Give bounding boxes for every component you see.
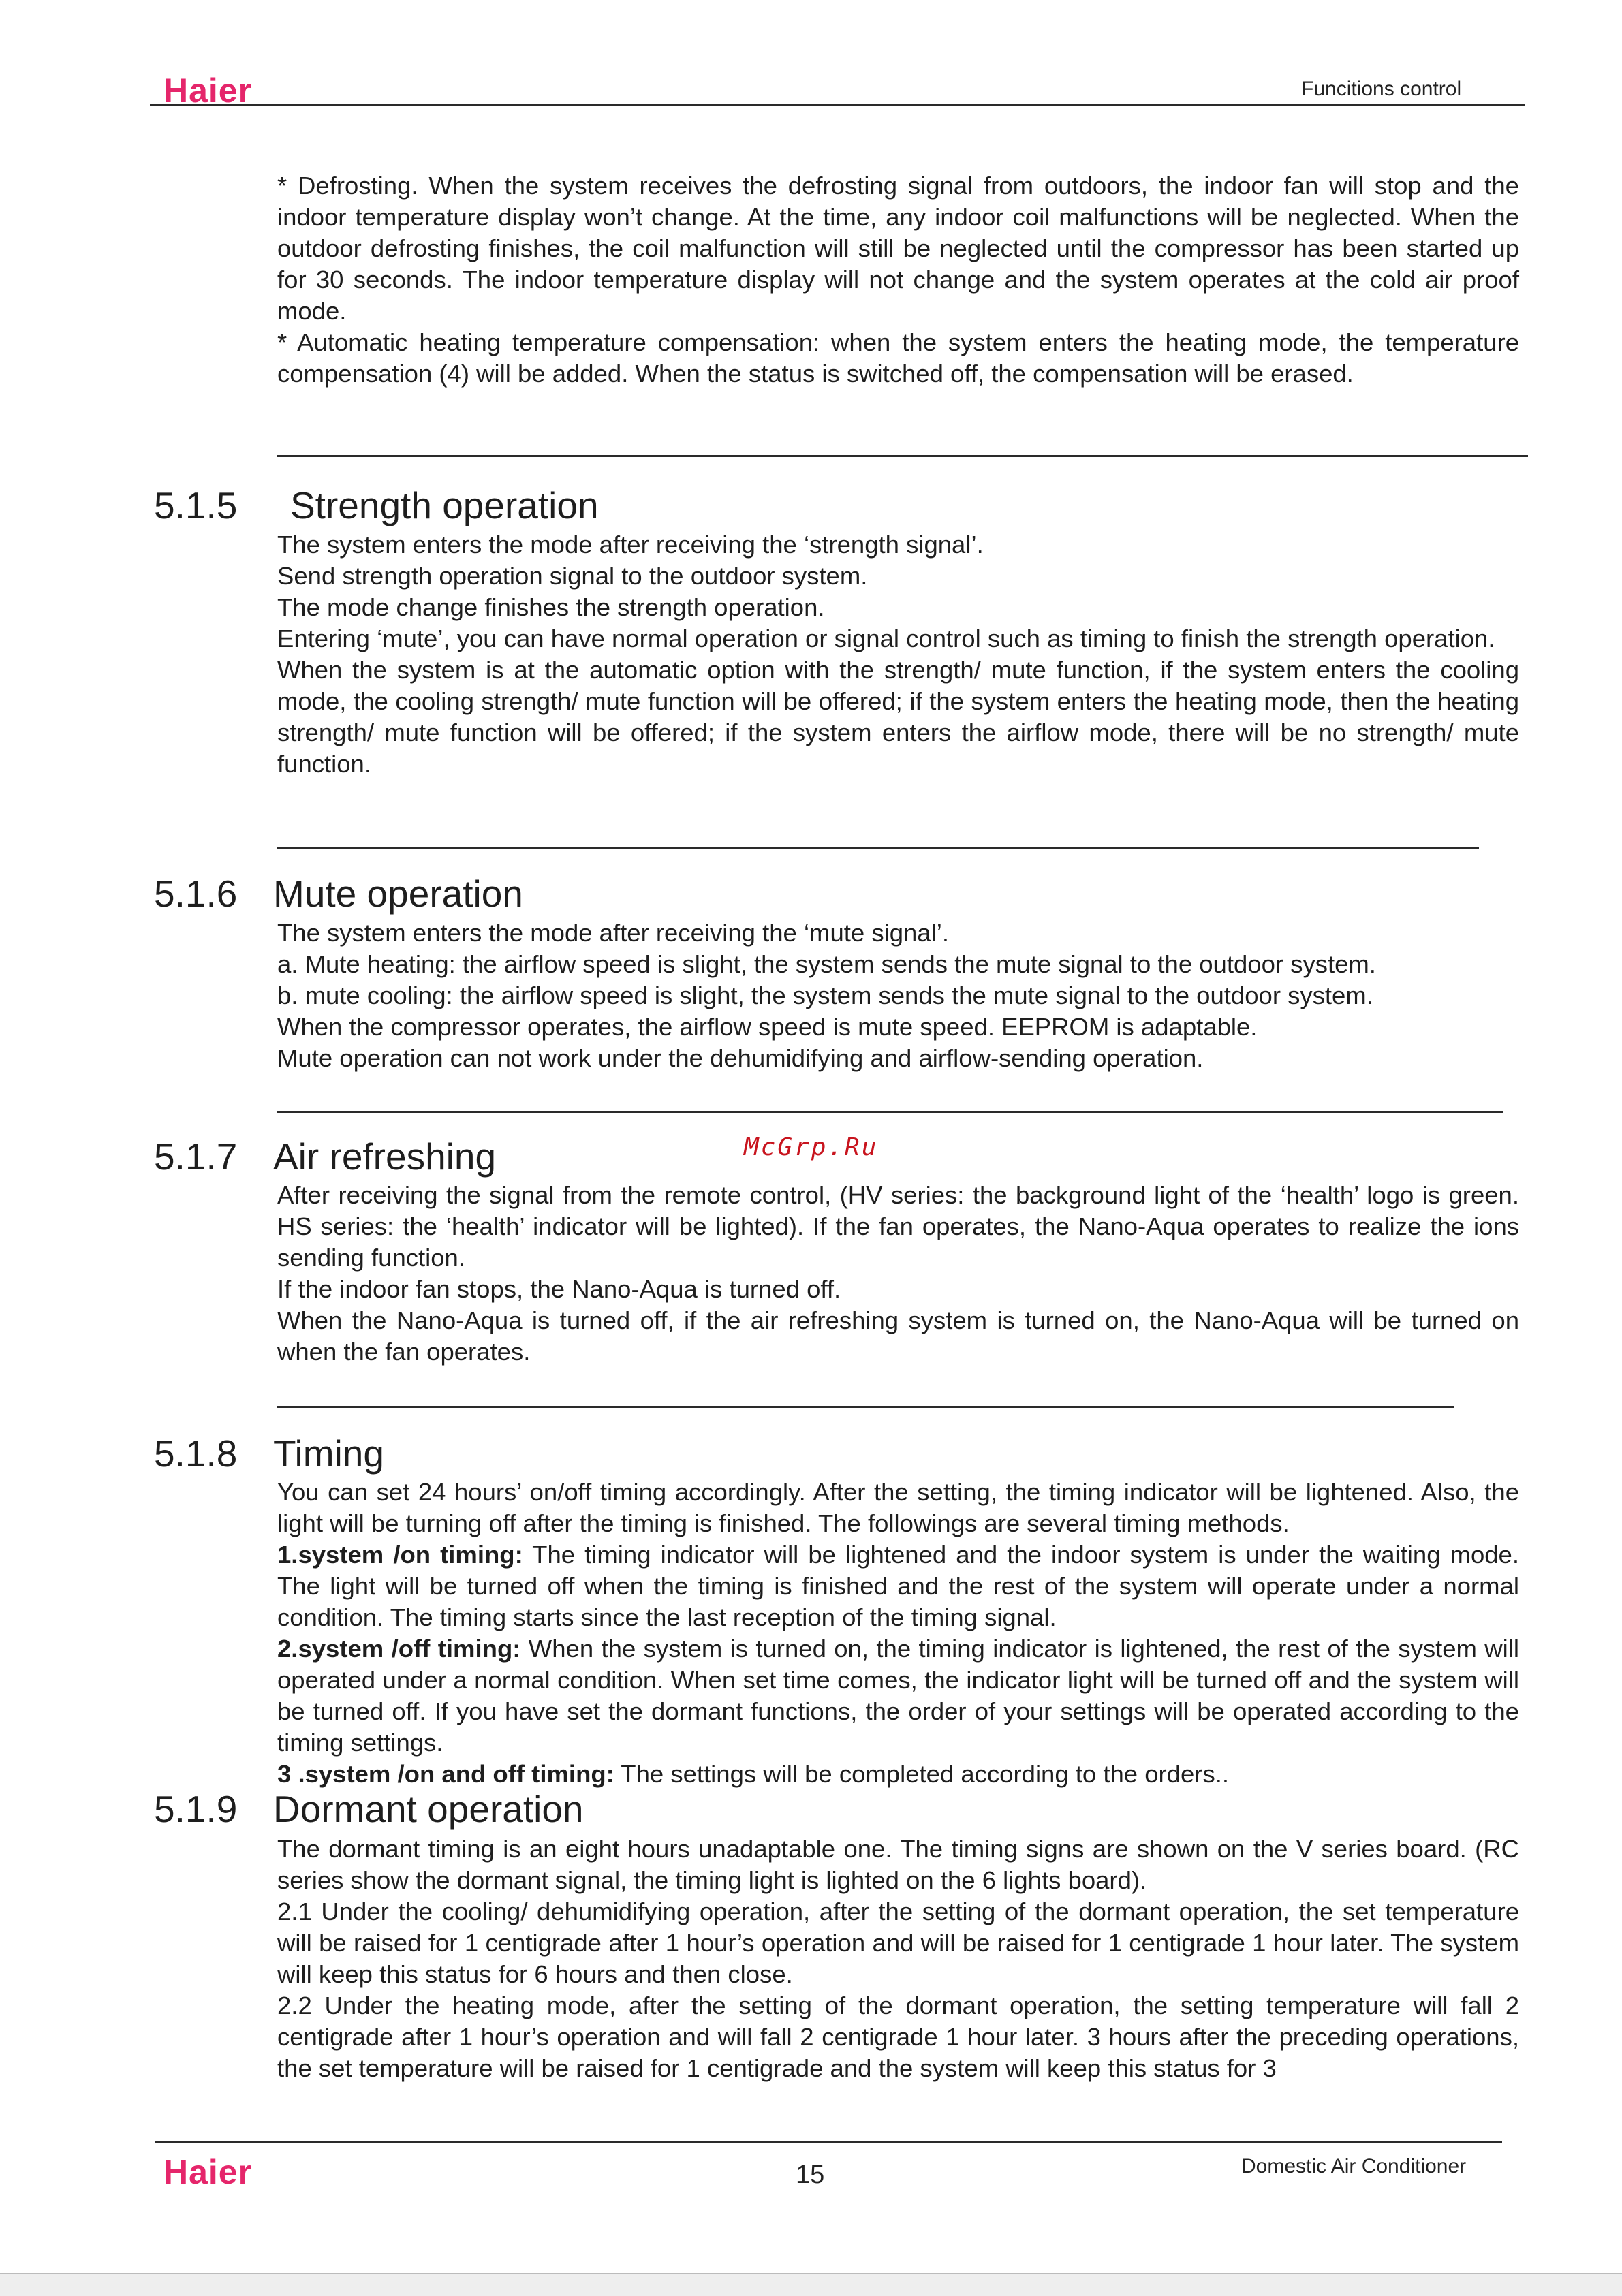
section-number: 5.1.8 [154,1432,238,1475]
section-heading-5-1-7 [154,1135,496,1178]
section-number: 5.1.9 [154,1788,238,1830]
footer-rule [155,2141,1502,2143]
body-paragraph: When the Nano-Aqua is turned off, if the air refreshing system is turned on, the Nano-Aqua will be turned on when the fan operates. [277,1306,1519,1366]
timing-item-text: The settings will be completed according to the orders.. [614,1760,1229,1788]
body-paragraph: a. Mute heating: the airflow speed is slight, the system sends the mute signal to the outdoor system. [277,950,1376,978]
section-number: 5.1.6 [154,872,238,915]
section-divider [277,847,1479,849]
body-paragraph: The system enters the mode after receiving the ‘mute signal’. [277,919,949,947]
body-paragraph: b. mute cooling: the airflow speed is slight, the system sends the mute signal to the outdoor system. [277,981,1373,1009]
body-paragraph: Mute operation can not work under the dehumidifying and airflow-sending operation. [277,1044,1204,1072]
body-paragraph: If the indoor fan stops, the Nano-Aqua is turned off. [277,1275,841,1303]
footer-logo: Haier [163,2153,253,2191]
watermark: McGrp.Ru [744,1133,879,1161]
timing-item-text: When the system is turned on, the timing indicator is lightened, the rest of the system will operated under a normal condition. When set time comes, the indicator light will be turned off and the system will be turned off. If you have set the dormant functions, the order of your settings will be operated according to the timing settings. [277,1635,1519,1757]
body-paragraph: 2.1 Under the cooling/ dehumidifying operation, after the setting of the dormant operation, the set temperature will be raised for 1 centigrade after 1 hour’s operation and will be raised for 1 centigrade 1 hour later. The system will keep this status for 6 hours and then close. [277,1898,1519,1988]
section-heading-5-1-8 [154,1432,384,1475]
timing-item-label: 3 .system /on and off timing: [277,1760,614,1788]
section-title: Mute operation [273,872,523,915]
intro-paragraph: * Automatic heating temperature compensation: when the system enters the heating mode, the temperature compensation (4) will be added. When the status is switched off, the compensation will be erased. [277,328,1519,388]
timing-item-text: The timing indicator will be lightened and the indoor system is under the waiting mode. The light will be turned off when the timing is finished and the rest of the system will operate under a normal condition. The timing starts since the last reception of the timing signal. [277,1541,1520,1631]
body-paragraph: The mode change finishes the strength operation. [277,593,825,621]
timing-item-label: 1.system /on timing: [277,1541,523,1569]
body-paragraph: The dormant timing is an eight hours unadaptable one. The timing signs are shown on the V series board. (RC series show the dormant signal, the timing light is lighted on the 6 lights board). [277,1835,1519,1894]
body-paragraph: After receiving the signal from the remote control, (HV series: the background light of the ‘health’ logo is green. HS series: the ‘health’ indicator will be lighted). If the fan operates, the Nano-Aqua operates to realize the ions sending function. [277,1181,1519,1272]
section-title: Strength operation [290,484,599,526]
body-paragraph: When the system is at the automatic option with the strength/ mute function, if the system enters the cooling mode, the cooling strength/ mute function will be offered; if the system enters the heating mode, then the heating strength/ mute function will be offered; if the system enters the airflow mode, there will be no strength/ mute function. [277,656,1519,778]
section-title: Timing [273,1432,384,1475]
body-paragraph: Send strength operation signal to the outdoor system. [277,562,868,590]
section-number: 5.1.5 [154,484,238,526]
section-heading-5-1-5 [154,484,599,527]
section-body-5-1-6 [277,917,1519,1074]
section-heading-5-1-9 [154,1787,584,1831]
section-body-5-1-7 [277,1180,1519,1368]
intro-block [277,170,1519,390]
body-paragraph: 2.2 Under the heating mode, after the setting of the dormant operation, the setting temperature will fall 2 centigrade after 1 hour’s operation and will fall 2 centigrade 1 hour later. 3 hours after the preceding operations, the set temperature will be raised for 1 centigrade and the system will keep this status for 3 [277,1992,1519,2082]
section-body-5-1-9 [277,1834,1519,2084]
intro-paragraph: * Defrosting. When the system receives the defrosting signal from outdoors, the indoor fan will stop and the indoor temperature display won’t change. At the time, any indoor coil malfunctions will be neglected. When the outdoor defrosting finishes, the coil malfunction will still be neglected until the compressor has been started up for 30 seconds. The indoor temperature display will not change and the system operates at the cold air proof mode. [277,172,1519,325]
section-number: 5.1.7 [154,1135,238,1178]
body-paragraph: The system enters the mode after receiving the ‘strength signal’. [277,531,984,559]
page-number: 15 [796,2160,825,2189]
section-body-5-1-5 [277,529,1519,780]
timing-item-label: 2.system /off timing: [277,1635,521,1663]
page-bottom-edge [0,2273,1622,2296]
section-divider [277,455,1528,457]
timing-item [277,1633,1519,1759]
section-title: Air refreshing [273,1135,497,1178]
header-logo: Haier [163,72,253,110]
header-section-title: Funcitions control [1301,78,1462,100]
section-divider [277,1111,1503,1113]
section-title: Dormant operation [273,1788,584,1830]
header-rule [150,104,1525,106]
section-heading-5-1-6 [154,872,523,915]
timing-item [277,1539,1519,1633]
body-paragraph: Entering ‘mute’, you can have normal operation or signal control such as timing to finish the strength operation. [277,625,1495,652]
body-paragraph: When the compressor operates, the airflow speed is mute speed. EEPROM is adaptable. [277,1013,1258,1041]
footer-product: Domestic Air Conditioner [1241,2155,1467,2177]
section-body-5-1-8 [277,1477,1519,1790]
timing-item [277,1759,1519,1790]
section-divider [277,1406,1454,1408]
body-paragraph: You can set 24 hours’ on/off timing accordingly. After the setting, the timing indicator will be lightened. Also, the light will be turning off after the timing is finished. The followings are several timing methods. [277,1478,1519,1537]
